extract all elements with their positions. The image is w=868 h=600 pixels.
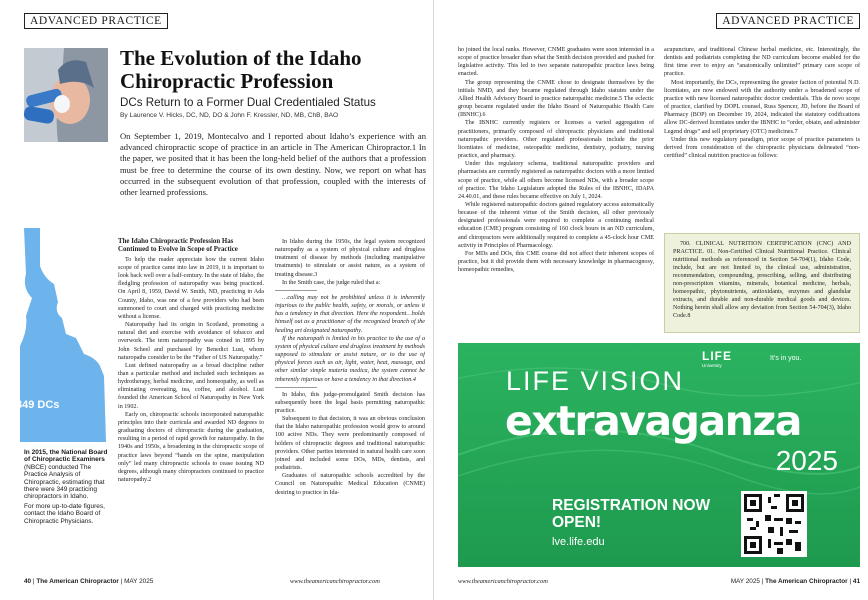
sidebar-note [24, 449, 112, 525]
ad-tagline: It’s in you. [770, 355, 802, 362]
col2-paragraph: In Idaho during the 1950s, the legal system recognized naturopathy as a system of physical culture and drugless treatment of disease by methods (including manipulative treatments) to stimulate or assist nature, as a system of treating disease.3 [275, 239, 425, 278]
callout-text: 700. CLINICAL NUTRITION CERTIFICATION (CNC) AND PRACTICE. 01. Non-Certified Clinical Nutritional Practice. Clinical nutritional methods as referenced in Section 54-704(1), Idaho Code, include, but are not limited to, the clinical use, administration, recommendation, compounding, prescribing, selling, and distributing non-prescription vitamins, minerals, botanical medicine, herbals, homeopathic, phytonutrients, antioxidants, enzymes and glandular extracts, and durable and non-durable medical goods and devices. Nothing herein shall allow any deviation from Section 54-704(3), Idaho Code.8 [673, 241, 851, 319]
col3-paragraph: The group representing the CNME chose to designate themselves by the initials NMD, and they became regulated through Idaho statutes under the Allied Health Advisory Board to practice naturopathic medicine.5 The eclectic group became regulated under the Idaho Board of Naturopathic Health Care (IBNHC).6 [458, 79, 654, 119]
col4-paragraph: acupuncture, and traditional Chinese herbal medicine, etc. Interestingly, the dentists and podiatrists completing the ND curriculum become enabled for the first time ever to enjoy an “anatomically unlimited” primary care scope of practice. [664, 47, 860, 78]
article-column-2 [275, 238, 425, 558]
life-university-logo [702, 349, 764, 377]
col3-paragraph: The IBNHC currently registers or licenses a varied aggregation of practitioners, primarily composed of chiropractic physicians and traditional naturopathic providers. Other regulated professionals include the prior licentiates of medicine, osteopathic medicine, dentistry, podiatry, nursing practice, and pharmacy. [458, 120, 654, 160]
article-column-4 [664, 46, 860, 230]
sidebar-text: (NBCE) conducted The Practice Analysis of Chiropractic, estimating that there were 349 practicing chiropractors in Idaho. [24, 463, 105, 501]
left-footer-website[interactable]: www.theamericanchiropractor.com [290, 578, 380, 585]
col2-paragraph: In Idaho, this judge-promulgated Smith decision has subsequently been the legal basis permitting naturopathic practice. [275, 391, 425, 414]
right-footer [731, 578, 860, 585]
registration-callout: REGISTRATION NOW OPEN! [552, 497, 711, 531]
col2-paragraph: In the Smith case, the judge ruled that a: [282, 279, 381, 286]
col1-paragraph: Lust defined naturopathy as a broad discipline rather than a particular method and included such techniques as hydrotherapy, herbal medicine, and homeopathy, as well as eliminating overeating, tea, coffee, and alcohol. Lust founded the American School of Naturopathy in New York in 1902. [118, 362, 264, 410]
quote-divider [275, 387, 317, 388]
intro-text: On September 1, 2019, Montecalvo and I reported about Idaho’s experience with an advanced chiropractic scope of practice in an article in The American Chiropractor.1 In the paper, we posited that it has been the long-held belief of the authors that a profession must be free to determine the course of its own destiny. Now, we report on what has occurred in the subsequent evolution of that profession, coupled with the interests of other learned professions. [120, 131, 426, 198]
col4-paragraph: Most importantly, the DCs, representing the greater faction of potential N.D. licentiates, are now endowed with the authority under a broadened scope of practice with new licensed naturopathic doctor credentials. This de novo scope of practice, clarified by DOPL counsel, Russ Spencer, JD, before the Board of Pharmacy (BOP) on December 19, 2024, indicated the statutory codifications allow DC-derived licentiates under the IBNHC to “order, obtain, and administer Legend drugs” and sell proprietary (OTC) medicines.7 [664, 79, 860, 135]
idaho-state-shape [14, 226, 114, 444]
court-quote [275, 294, 425, 384]
footer-sep: | [32, 578, 37, 585]
article-column-3 [458, 46, 654, 336]
article-photo [24, 48, 108, 142]
col1-paragraph: Early on, chiropractic schools incorporated naturopathic principles into their curricula and awarded ND degrees to graduating doctors of chiropractic during the graduation, resulting in a period of rapid growth for naturopathy. In the 1940s and 1950s, a broadening in the chiropractic scope of practice laws beyond “hands on the spine, manipulation only” led many chiropractic schools to cease issuing ND degrees, although many chiropractors continued to practice naturopathy.2 [118, 411, 264, 484]
article-intro [120, 131, 426, 198]
left-footer [24, 578, 153, 585]
quote-divider [275, 290, 317, 291]
ad-year: 2025 [775, 445, 838, 476]
ad-url[interactable]: lve.life.edu [552, 536, 605, 548]
column-heading: The Idaho Chiropractic Profession Has Continued to Evolve in Scope of Practice [118, 238, 238, 254]
article-subtitle: DCs Return to a Former Dual Credentialed Status [120, 96, 376, 109]
logo-subtext: University [702, 363, 722, 368]
col3-paragraph: Under this regulatory schema, traditional naturopathic providers and pharmacists are currently registered as naturopathic doctors with a more limited scope of practice, while all others become licensed NDs, with a broader scope of practice. The Idaho Legislature adopted the Rules of the IBNHC, IDAPA 24.40.01, and these rules became effective on July 1, 2024. [458, 161, 654, 200]
ad-headline: LIFE VISION [506, 366, 685, 396]
qr-pattern [744, 494, 804, 554]
section-tag: ADVANCED PRACTICE [716, 13, 860, 29]
quote-paragraph: …calling may not be prohibited unless it is inherently injurious to the public health, safety, or morals, or unless it has a tendency in that direction. Here the respondent…holds himself out as a practitioner of the recognized branch of the healing art designated naturopathy. [275, 294, 425, 334]
sidebar-bold-text: In 2015, the National Board of Chiropractic Examiners [24, 449, 108, 464]
issue-date: MAY 2025 [730, 578, 760, 585]
page-number: 41 [852, 578, 860, 585]
article-title: The Evolution of the Idaho Chiropractic Profession [120, 46, 362, 93]
col1-paragraph: To help the reader appreciate how the current Idaho scope of practice came into law in 2019, it is important to look back well over a half-century. In the state of Idaho, the fledgling profession of naturopathy was being practiced. On April 8, 1959, David W. Smith, ND, practicing in Ada County, Idaho, was one of a few providers who had been summoned to court and charged with practicing medicine without a license. [118, 256, 264, 320]
col3-paragraph: ho joined the local ranks. However, CNME graduates were soon interested in a scope of practice broader than what the Smith decision provided and pushed for legislative activity. This led to two separate naturopathic practice laws being enacted. [458, 47, 654, 78]
section-tag: ADVANCED PRACTICE [24, 13, 168, 29]
right-page [434, 0, 868, 600]
regulation-callout [664, 233, 860, 333]
right-footer-website[interactable]: www.theamericanchiropractor.com [458, 578, 548, 585]
issue-date: MAY 2025 [124, 578, 154, 585]
footer-sep: | [849, 578, 853, 585]
vaccination-photo-illustration [24, 48, 108, 142]
article-byline: By Laurence V. Hicks, DC, ND, DO & John F. Kressler, ND, MB, ChB, BAO [120, 112, 339, 119]
logo-text: LIFE [702, 349, 732, 363]
sidebar-more: For more up-to-date figures, contact the Idaho Board of Chiropractic Physicians. [24, 502, 105, 525]
col3-paragraph: While registered naturopathic doctors gained regulatory access automatically because of the inherent virtue of the Smith decision, all other previously designated professionals were required to complete a continuing medical education (CME) program consisting of 160 clock hours in an ND curriculum, and chiropractors were additionally required to complete a 45-clock hour CME activity in Principles of Pharmacology. [458, 201, 654, 249]
col2-paragraph: Subsequent to that decision, it was an obvious conclusion that the Idaho naturopathic profession would grow to around 100 active NDs. They were predominantly composed of holders of chiropractic degrees and traditional naturopathic providers. Other parties interested in natural health care soon joined and included some DOs, MDs, dentists, and podiatrists. [275, 416, 425, 472]
publication-name: The American Chiropractor [765, 578, 848, 585]
qr-code[interactable] [741, 491, 807, 557]
publication-name: The American Chiropractor [36, 578, 119, 585]
footer-sep: | [761, 578, 766, 585]
dc-count-label: 349 DCs [16, 399, 60, 411]
page-number: 40 [24, 578, 32, 585]
sidebar-paragraph [24, 449, 112, 501]
ad-event-name: extravaganza [505, 397, 801, 445]
col2-paragraph: Graduates of naturopathic schools accredited by the Council on Naturopathic Medical Education (CNME) desiring to practice in Ida- [275, 473, 425, 496]
article-column-1 [118, 238, 264, 558]
quote-paragraph: If the naturopath is limited in his practice to the use of a system of physical culture and drugless treatment by methods supposed to stimulate or assist nature, or to the use of physical forces such as air, light, water, heat, massage, and other similar simple materia medica, the system cannot be inherently injurious or have a tendency in that direction.4 [275, 335, 425, 383]
col3-paragraph: For MDs and DOs, this CME course did not affect their inherent scopes of practice, but it did provide them with necessary knowledge in pharmacognosy, homeopathic remedies, [458, 250, 654, 274]
idaho-map [14, 226, 114, 444]
footer-sep: | [120, 578, 125, 585]
life-university-ad[interactable] [458, 343, 860, 567]
col1-paragraph: Naturopathy had its origin in Scotland, promoting a natural diet and exercise with avoidance of tobacco and overwork. The term naturopathy was coined in 1895 by John Scheel and purchased by Benedict Lust, whom naturopaths consider to be the “Father of US Naturopathy.” [118, 322, 264, 361]
col4-paragraph: Under this new regulatory paradigm, prior scope of practice parameters is derived from consideration of the chiropractic physicians delineated “non-certified” clinical nutrition practice as follows: [664, 136, 860, 160]
